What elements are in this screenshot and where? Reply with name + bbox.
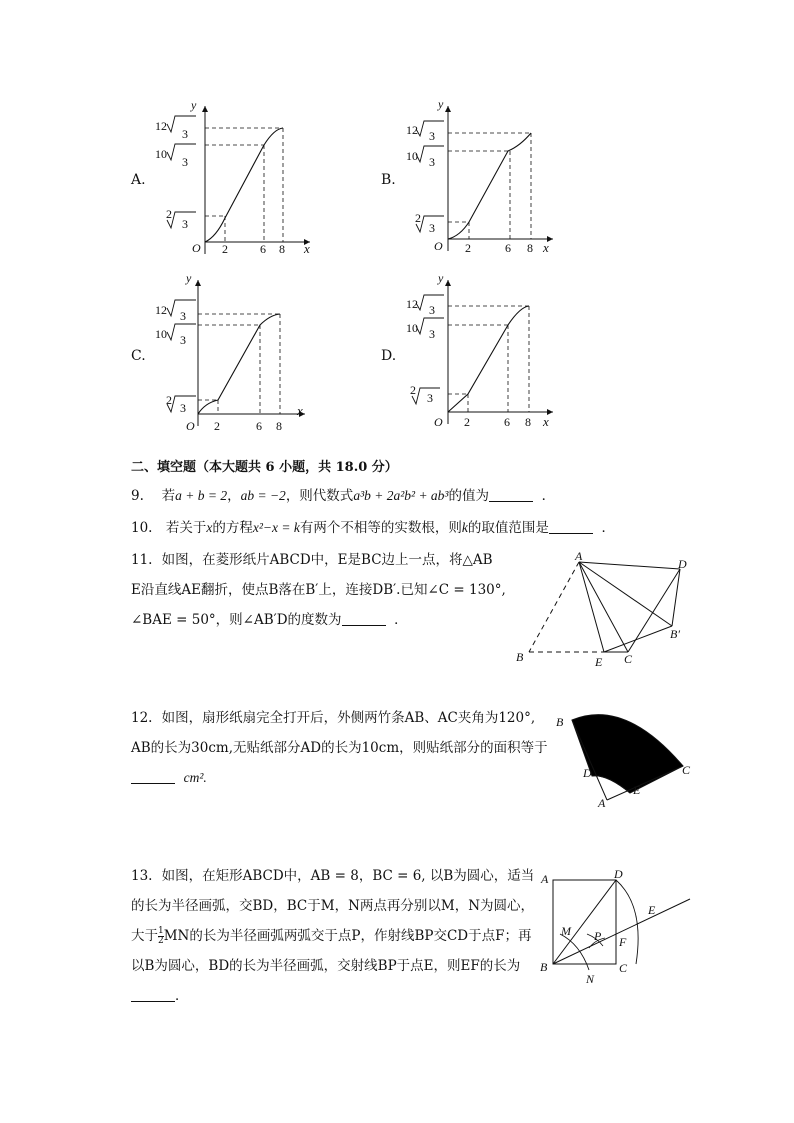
y-axis-label: y xyxy=(186,271,192,285)
svg-text:A: A xyxy=(575,549,583,563)
tick-label: 12 xyxy=(406,297,418,311)
tick-label: 12 xyxy=(406,123,418,137)
tick-label: 8 xyxy=(276,419,282,433)
tick-label: 8 xyxy=(527,241,533,255)
y-axis-label: y xyxy=(191,98,197,112)
tick-label: 10 xyxy=(406,321,418,335)
question-9: 9. 若a + b = 2，ab = −2，则代数式a³b + 2a²b² + ab³的值为 ． xyxy=(131,488,556,504)
curve xyxy=(448,306,529,412)
option-c-label: C. xyxy=(131,348,146,364)
svg-text:E: E xyxy=(633,783,641,797)
svg-text:B: B xyxy=(556,715,564,729)
svg-text:P: P xyxy=(594,929,602,943)
svg-text:3: 3 xyxy=(429,221,435,235)
svg-text:3: 3 xyxy=(180,333,186,347)
option-a-label: A. xyxy=(131,172,146,188)
svg-text:E: E xyxy=(648,903,656,917)
tick-label: 6 xyxy=(504,415,510,429)
option-d-graph xyxy=(398,270,568,434)
tick-label: 2 xyxy=(222,242,228,256)
x-axis-label: x xyxy=(297,403,303,418)
tick-label: 12 xyxy=(155,119,167,133)
question-12: 12. 如图，扇形纸扇完全打开后，外侧两竹条AB、AC夹角为120°, AB的长为30cm,无贴纸部分AD的长为10cm，则贴纸部分的面积等于 cm². xyxy=(131,710,548,785)
svg-text:B: B xyxy=(540,960,548,974)
svg-text:3: 3 xyxy=(180,401,186,415)
question-10: 10. 若关于x的方程x²−x = k有两个不相等的实数根，则k的取值范围是 ． xyxy=(131,520,615,536)
tick-label: 12 xyxy=(155,303,167,317)
svg-text:3: 3 xyxy=(429,129,435,143)
option-d-label: D. xyxy=(381,348,397,364)
x-axis-label: x xyxy=(543,240,549,255)
option-a-graph xyxy=(150,96,320,258)
svg-text:D: D xyxy=(678,557,687,571)
svg-text:F: F xyxy=(619,935,627,949)
answer-blank[interactable] xyxy=(489,487,533,502)
tick-label: 8 xyxy=(525,415,531,429)
y-tick-labels xyxy=(155,116,196,231)
svg-text:C: C xyxy=(682,763,691,777)
svg-text:3: 3 xyxy=(429,155,435,169)
y-axis-label: y xyxy=(438,271,444,285)
svg-text:3: 3 xyxy=(429,303,435,317)
tick-label: 2 xyxy=(410,383,416,397)
svg-text:D: D xyxy=(614,867,623,881)
answer-blank[interactable] xyxy=(131,769,175,784)
svg-text:C: C xyxy=(619,961,628,975)
origin-label: O xyxy=(434,415,443,429)
q11-rhombus-figure xyxy=(508,548,708,673)
sqrt-icon xyxy=(412,388,440,404)
tick-label: 8 xyxy=(279,242,285,256)
y-axis-label: y xyxy=(438,97,444,111)
x-axis-label: x xyxy=(543,414,549,429)
origin-label: O xyxy=(186,419,195,433)
svg-text:A: A xyxy=(541,872,549,886)
curve xyxy=(448,133,531,239)
svg-text:3: 3 xyxy=(429,327,435,341)
tick-label: 6 xyxy=(260,242,266,256)
svg-text:B′: B′ xyxy=(670,627,680,641)
svg-text:3: 3 xyxy=(180,309,186,323)
tick-label: 6 xyxy=(505,241,511,255)
svg-text:C: C xyxy=(624,652,633,666)
svg-text:A: A xyxy=(598,796,606,810)
tick-label: 2 xyxy=(166,207,172,221)
svg-text:3: 3 xyxy=(182,155,188,169)
q13-rectangle-figure xyxy=(535,866,695,991)
option-b-graph xyxy=(398,96,568,258)
svg-text:3: 3 xyxy=(182,217,188,231)
option-c-graph xyxy=(150,270,320,434)
fraction-one-half: $\frac{1}{2}$ xyxy=(158,926,164,946)
svg-text:D: D xyxy=(583,766,592,780)
tick-label: 2 xyxy=(415,211,421,225)
origin-label: O xyxy=(192,241,201,255)
answer-blank[interactable] xyxy=(342,611,386,626)
section-title: 二、填空题（本大题共 6 小题，共 18.0 分） xyxy=(131,460,398,475)
svg-text:3: 3 xyxy=(182,127,188,141)
fan-paper xyxy=(572,715,683,793)
q12-fan-figure xyxy=(545,702,705,812)
tick-label: 2 xyxy=(214,419,220,433)
question-11: 11. 如图，在菱形纸片ABCD中，E是BC边上一点，将△AB E沿直线AE翻折，使点B落在B′上，连接DB′.已知∠C = 130°, ∠BAE = 50°，则∠AB′D的度数为 ． xyxy=(131,552,506,628)
svg-text:B: B xyxy=(516,650,524,664)
svg-text:E: E xyxy=(595,655,603,669)
question-13: 13. 如图，在矩形ABCD中，AB = 8，BC = 6, 以B为圆心，适当 的长为半径画弧，交BD，BC于M，N两点再分别以M，N为圆心， 大于 $\frac{1}{2}$ MN的长为半径画弧两弧交于点P，作射线BP交CD于点F；再 以B为圆心，BD的长为半径画弧，交射线BP于点E，则EF的长为 ． xyxy=(131,868,535,1004)
tick-label: 10 xyxy=(406,149,418,163)
svg-text:3: 3 xyxy=(427,391,433,405)
answer-blank[interactable] xyxy=(549,519,593,534)
x-axis-label: x xyxy=(304,241,310,256)
svg-text:N: N xyxy=(586,972,595,986)
curve xyxy=(198,314,280,414)
tick-label: 2 xyxy=(465,241,471,255)
origin-label: O xyxy=(434,239,443,253)
tick-label: 6 xyxy=(256,419,262,433)
tick-label: 2 xyxy=(464,415,470,429)
tick-label: 10 xyxy=(155,327,167,341)
tick-label: 2 xyxy=(166,393,172,407)
answer-blank[interactable] xyxy=(131,987,175,1002)
option-b-label: B. xyxy=(381,172,396,188)
tick-label: 10 xyxy=(155,147,167,161)
svg-text:M: M xyxy=(561,924,571,938)
